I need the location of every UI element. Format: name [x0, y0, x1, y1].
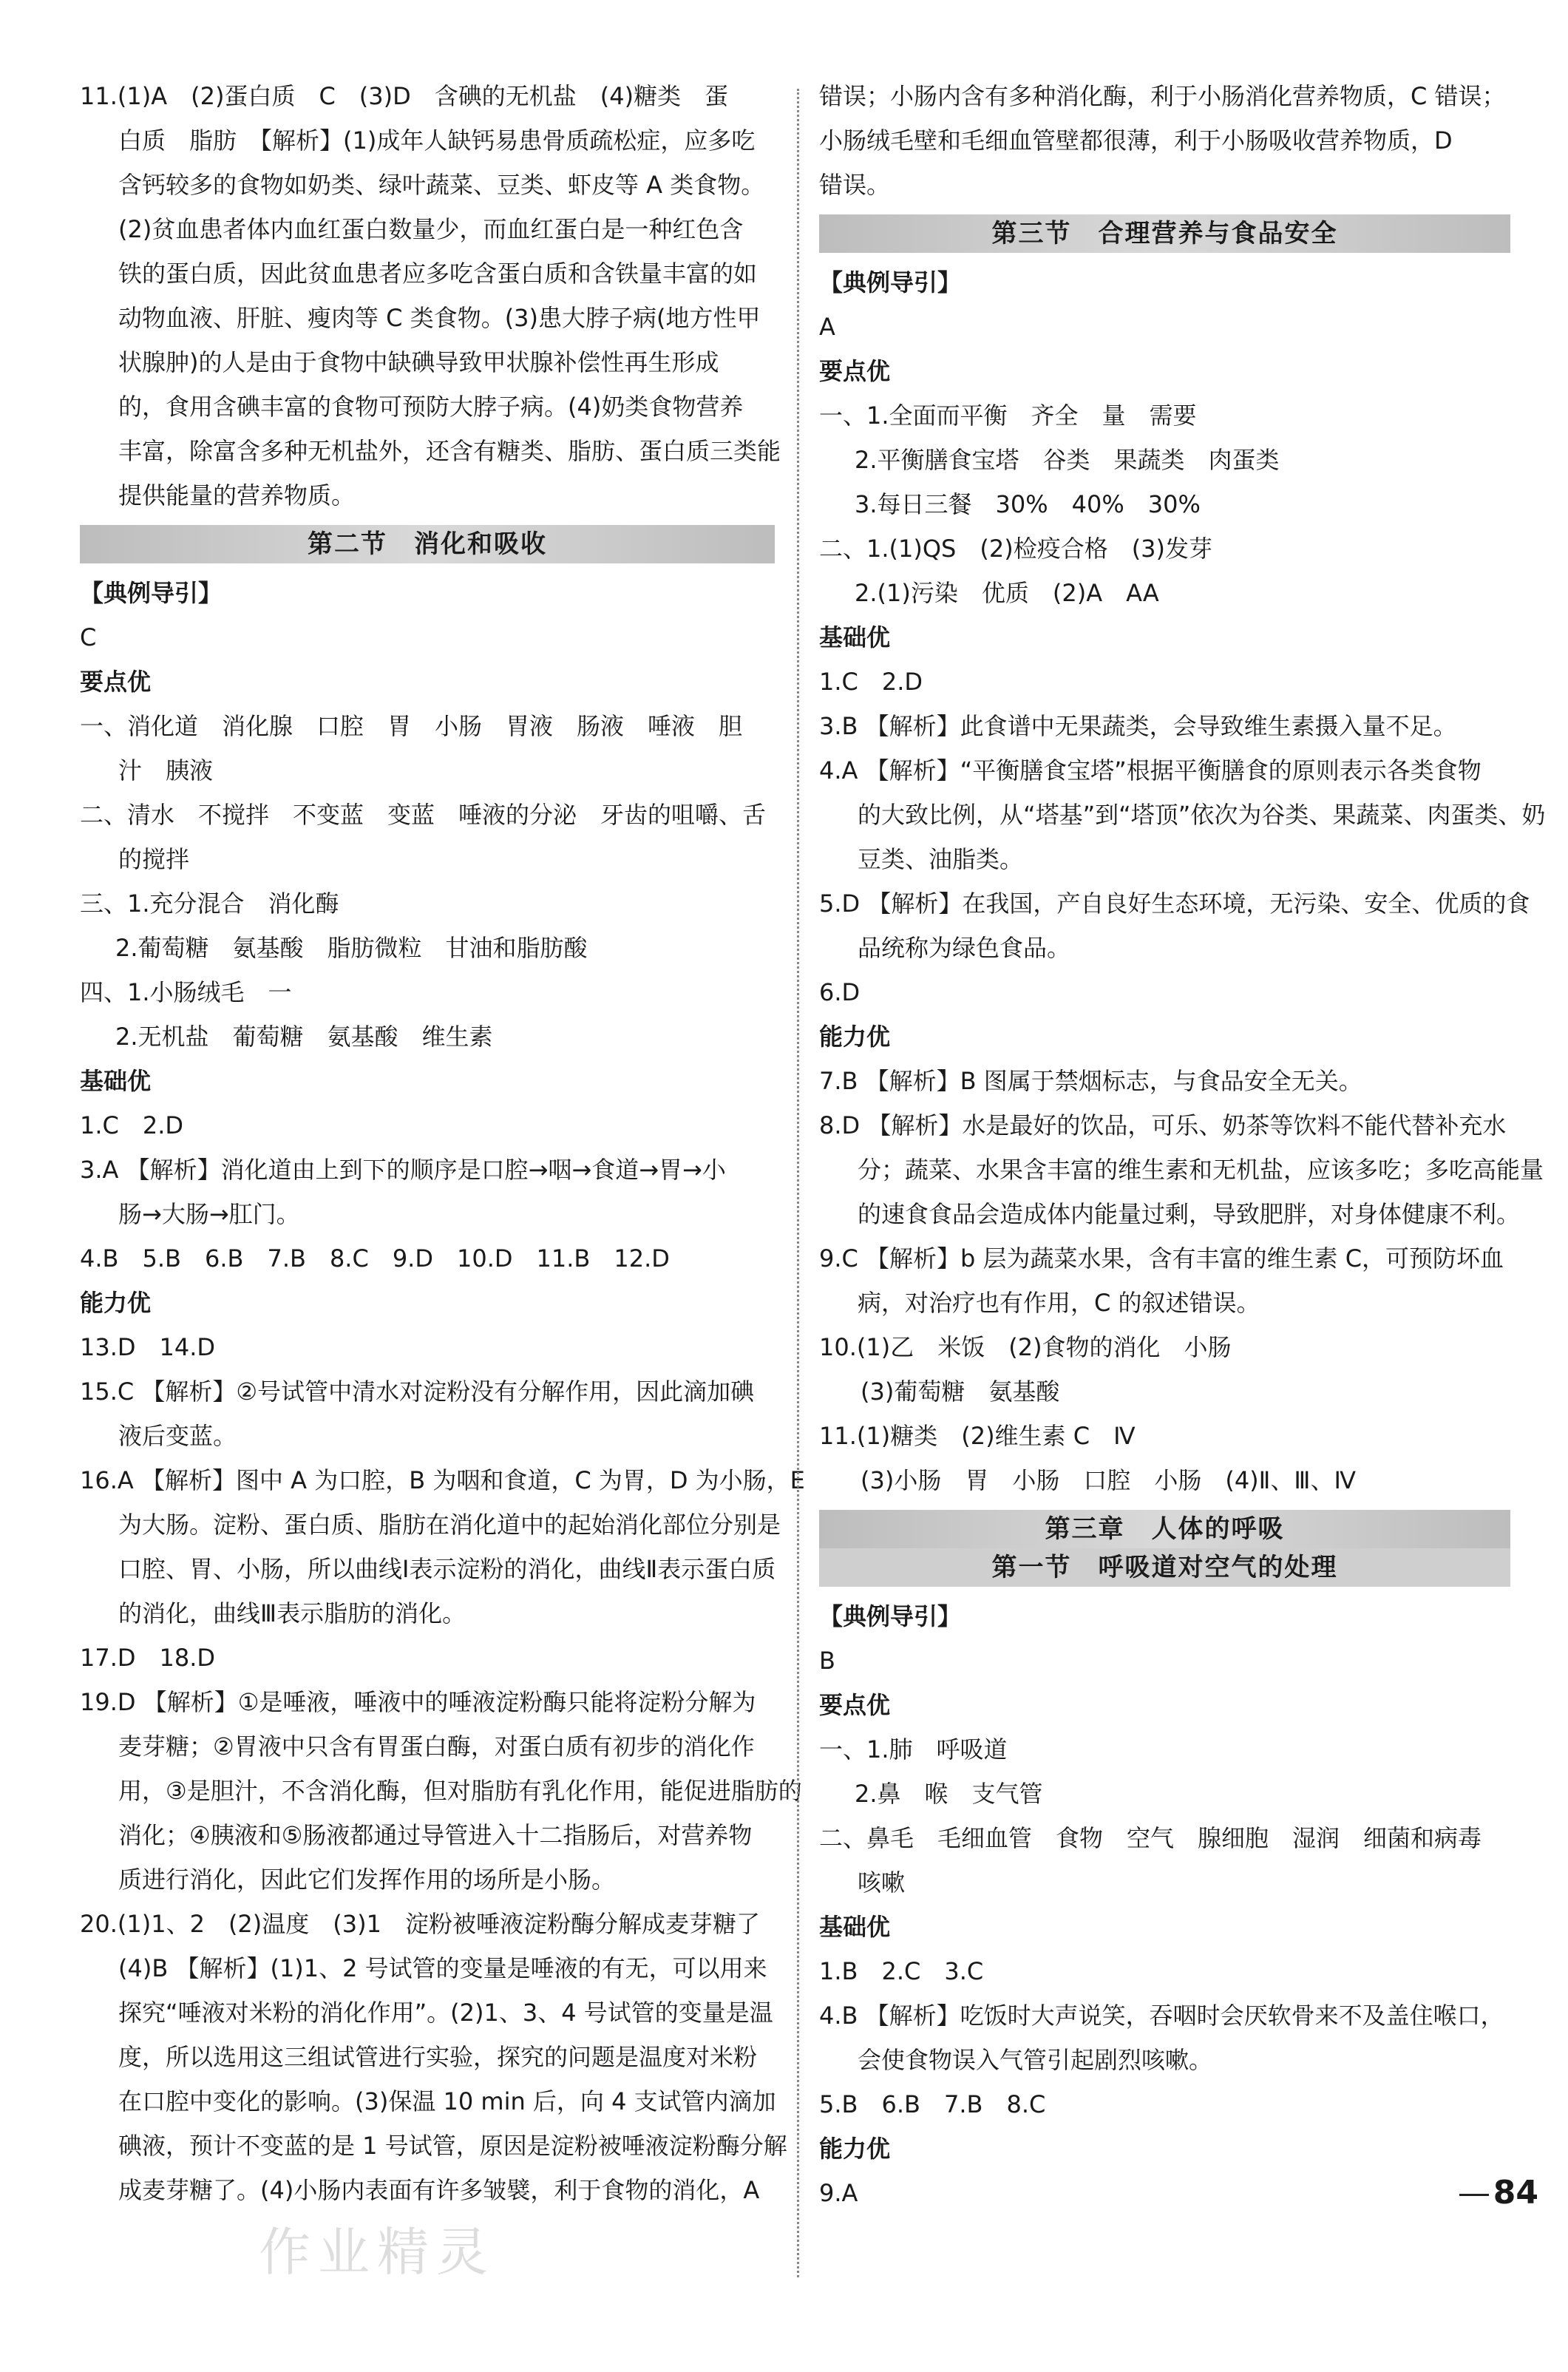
answer-line: 错误；小肠内含有多种消化酶，利于小肠消化营养物质，C 错误；	[819, 82, 1506, 110]
answer-line: 9.C 【解析】b 层为蔬菜水果，含有丰富的维生素 C，可预防坏血	[819, 1244, 1504, 1273]
answer-line: 肠→大肠→肛门。	[118, 1200, 300, 1228]
answer-line: 的搅拌	[118, 845, 190, 873]
answer-line: 一、消化道 消化腺 口腔 胃 小肠 胃液 肠液 唾液 胆	[80, 712, 743, 740]
answer-line: (3)葡萄糖 氨基酸	[861, 1378, 1060, 1406]
answer-line: 二、1.(1)QS (2)检疫合格 (3)发芽	[819, 535, 1213, 563]
answer-line: (4)B 【解析】(1)1、2 号试管的变量是唾液的有无，可以用来	[118, 1954, 767, 1982]
answer-line: 16.A 【解析】图中 A 为口腔，B 为咽和食道，C 为胃，D 为小肠，E	[80, 1466, 805, 1494]
answer-line: 的大致比例，从“塔基”到“塔顶”依次为谷类、果蔬菜、肉蛋类、奶	[858, 801, 1546, 829]
answer-line: 麦芽糖；②胃液中只含有胃蛋白酶，对蛋白质有初步的消化作	[118, 1732, 755, 1761]
answer-line: 二、鼻毛 毛细血管 食物 空气 腺细胞 湿润 细菌和病毒	[819, 1824, 1482, 1852]
answer-line: 11.(1)糖类 (2)维生素 C Ⅳ	[819, 1422, 1136, 1450]
answer-line: 11.(1)A (2)蛋白质 C (3)D 含碘的无机盐 (4)糖类 蛋	[80, 82, 729, 110]
answer-line: C	[80, 623, 97, 651]
section-label: 基础优	[80, 1067, 152, 1095]
answer-line: 液后变蓝。	[118, 1422, 237, 1450]
answer-line: 的消化，曲线Ⅲ表示脂肪的消化。	[118, 1599, 466, 1627]
answer-line: 提供能量的营养物质。	[118, 481, 356, 509]
section-banner: 第三章 人体的呼吸	[819, 1510, 1510, 1548]
answer-line: 含钙较多的食物如奶类、绿叶蔬菜、豆类、虾皮等 A 类食物。	[118, 171, 765, 199]
answer-line: 错误。	[819, 171, 891, 199]
answer-line: 3.每日三餐 30% 40% 30%	[855, 490, 1201, 518]
answer-line: 分；蔬菜、水果含丰富的维生素和无机盐，应该多吃；多吃高能量	[858, 1156, 1544, 1184]
answer-line: A	[819, 313, 835, 341]
answer-line: 20.(1)1、2 (2)温度 (3)1 淀粉被唾液淀粉酶分解成麦芽糖了	[80, 1910, 760, 1938]
answer-line: 四、1.小肠绒毛 一	[80, 978, 292, 1006]
answer-line: 在口腔中变化的影响。(3)保温 10 min 后，向 4 支试管内滴加	[118, 2087, 776, 2115]
answer-line: 7.B 【解析】B 图属于禁烟标志，与食品安全无关。	[819, 1067, 1362, 1095]
left-column	[80, 74, 805, 2212]
answer-line: 17.D 18.D	[80, 1644, 216, 1672]
answer-line: 2.鼻 喉 支气管	[855, 1780, 1043, 1808]
answer-line: 13.D 14.D	[80, 1333, 216, 1361]
answer-line: 6.D	[819, 978, 861, 1006]
answer-line: 咳嗽	[858, 1868, 906, 1897]
answer-line: 铁的蛋白质，因此贫血患者应多吃含蛋白质和含铁量丰富的如	[118, 260, 758, 288]
answer-line: 成麦芽糖了。(4)小肠内表面有许多皱襞，利于食物的消化，A	[118, 2176, 760, 2204]
answer-line: 5.D 【解析】在我国，产自良好生态环境，无污染、安全、优质的食	[819, 890, 1530, 918]
answer-line: B	[819, 1647, 835, 1675]
section-banner: 第二节 消化和吸收	[80, 525, 775, 563]
section-label: 能力优	[819, 1023, 891, 1051]
answer-line: 动物血液、肝脏、瘦肉等 C 类食物。(3)患大脖子病(地方性甲	[118, 304, 761, 332]
section-label: 要点优	[819, 1691, 891, 1719]
answer-line: 15.C 【解析】②号试管中清水对淀粉没有分解作用，因此滴加碘	[80, 1378, 755, 1406]
answer-line: 口腔、胃、小肠，所以曲线Ⅰ表示淀粉的消化，曲线Ⅱ表示蛋白质	[118, 1555, 776, 1583]
answer-line: 1.C 2.D	[819, 668, 923, 696]
answer-line: 19.D 【解析】①是唾液，唾液中的唾液淀粉酶只能将淀粉分解为	[80, 1688, 756, 1716]
answer-line: 一、1.全面而平衡 齐全 量 需要	[819, 401, 1197, 430]
answer-line: 度，所以选用这三组试管进行实验，探究的问题是温度对米粉	[118, 2043, 758, 2071]
page-number: 84	[1459, 2174, 1538, 2212]
answer-line: 的，食用含碘丰富的食物可预防大脖子病。(4)奶类食物营养	[118, 393, 744, 421]
answer-line: 的速食食品会造成体内能量过剩，导致肥胖，对身体健康不利。	[858, 1200, 1521, 1228]
answer-line: 8.D 【解析】水是最好的饮品，可乐、奶茶等饮料不能代替补充水	[819, 1111, 1507, 1139]
answer-line: 状腺肿)的人是由于食物中缺碘导致甲状腺补偿性再生形成	[118, 348, 719, 376]
column-divider	[797, 89, 799, 2277]
answer-line: 碘液，预计不变蓝的是 1 号试管，原因是淀粉被唾液淀粉酶分解	[118, 2132, 787, 2160]
answer-line: 2.(1)污染 优质 (2)A AA	[855, 579, 1159, 607]
answer-line: 10.(1)乙 米饭 (2)食物的消化 小肠	[819, 1333, 1232, 1361]
section-label: 【典例导引】	[80, 579, 223, 607]
answer-line: 三、1.充分混合 消化酶	[80, 890, 339, 918]
section-label: 【典例导引】	[819, 268, 962, 296]
answer-line: 病，对治疗也有作用，C 的叙述错误。	[858, 1289, 1260, 1317]
answer-line: 4.B 【解析】吃饭时大声说笑，吞咽时会厌软骨来不及盖住喉口，	[819, 2002, 1504, 2030]
section-label: 基础优	[819, 1913, 891, 1941]
answer-line: 一、1.肺 呼吸道	[819, 1735, 1008, 1763]
answer-line: 丰富，除富含多种无机盐外，还含有糖类、脂肪、蛋白质三类能	[118, 437, 781, 465]
answer-line: 4.B 5.B 6.B 7.B 8.C 9.D 10.D 11.B 12.D	[80, 1244, 670, 1273]
answer-line: 白质 脂肪 【解析】(1)成年人缺钙易患骨质疏松症，应多吃	[118, 126, 756, 155]
answer-line: 二、清水 不搅拌 不变蓝 变蓝 唾液的分泌 牙齿的咀嚼、舌	[80, 801, 767, 829]
answer-line: 4.A 【解析】“平衡膳食宝塔”根据平衡膳食的原则表示各类食物	[819, 756, 1482, 785]
answer-line: 消化；④胰液和⑤肠液都通过导管进入十二指肠后，对营养物	[118, 1821, 753, 1849]
section-banner: 第三节 合理营养与食品安全	[819, 214, 1510, 253]
section-label: 要点优	[80, 668, 152, 696]
watermark: 作业精灵	[259, 2222, 495, 2283]
section-label: 基础优	[819, 623, 891, 651]
answer-line: 2.无机盐 葡萄糖 氨基酸 维生素	[115, 1023, 493, 1051]
answer-line: 汁 胰液	[118, 756, 214, 785]
answer-line: 3.B 【解析】此食谱中无果蔬类，会导致维生素摄入量不足。	[819, 712, 1457, 740]
answer-line: 3.A 【解析】消化道由上到下的顺序是口腔→咽→食道→胃→小	[80, 1156, 726, 1184]
answer-line: 为大肠。淀粉、蛋白质、脂肪在消化道中的起始消化部位分别是	[118, 1511, 781, 1539]
section-label: 要点优	[819, 357, 891, 385]
answer-line: 2.平衡膳食宝塔 谷类 果蔬类 肉蛋类	[855, 446, 1280, 474]
answer-line: 会使食物误入气管引起剧烈咳嗽。	[858, 2046, 1213, 2074]
section-label: 【典例导引】	[819, 1602, 962, 1630]
answer-line: 用，③是胆汁，不含消化酶，但对脂肪有乳化作用，能促进脂肪的	[118, 1777, 802, 1805]
answer-line: (2)贫血患者体内血红蛋白数量少，而血红蛋白是一种红色含	[118, 215, 744, 243]
answer-line: 9.A	[819, 2179, 858, 2207]
answer-line: 探究“唾液对米粉的消化作用”。(2)1、3、4 号试管的变量是温	[118, 1999, 773, 2027]
answer-line: 5.B 6.B 7.B 8.C	[819, 2090, 1046, 2118]
section-label: 能力优	[80, 1289, 152, 1317]
answer-line: 2.葡萄糖 氨基酸 脂肪微粒 甘油和脂肪酸	[115, 934, 588, 962]
answer-line: 豆类、油脂类。	[858, 845, 1024, 873]
section-label: 能力优	[819, 2135, 891, 2163]
answer-line: 品统称为绿色食品。	[858, 934, 1071, 962]
answer-line: 1.C 2.D	[80, 1111, 184, 1139]
section-banner: 第一节 呼吸道对空气的处理	[819, 1548, 1510, 1587]
answer-line: 1.B 2.C 3.C	[819, 1957, 984, 1985]
answer-line: (3)小肠 胃 小肠 口腔 小肠 (4)Ⅱ、Ⅲ、Ⅳ	[861, 1466, 1357, 1494]
answer-line: 小肠绒毛壁和毛细血管壁都很薄，利于小肠吸收营养物质，D	[819, 126, 1453, 155]
answer-line: 质进行消化，因此它们发挥作用的场所是小肠。	[118, 1866, 616, 1894]
